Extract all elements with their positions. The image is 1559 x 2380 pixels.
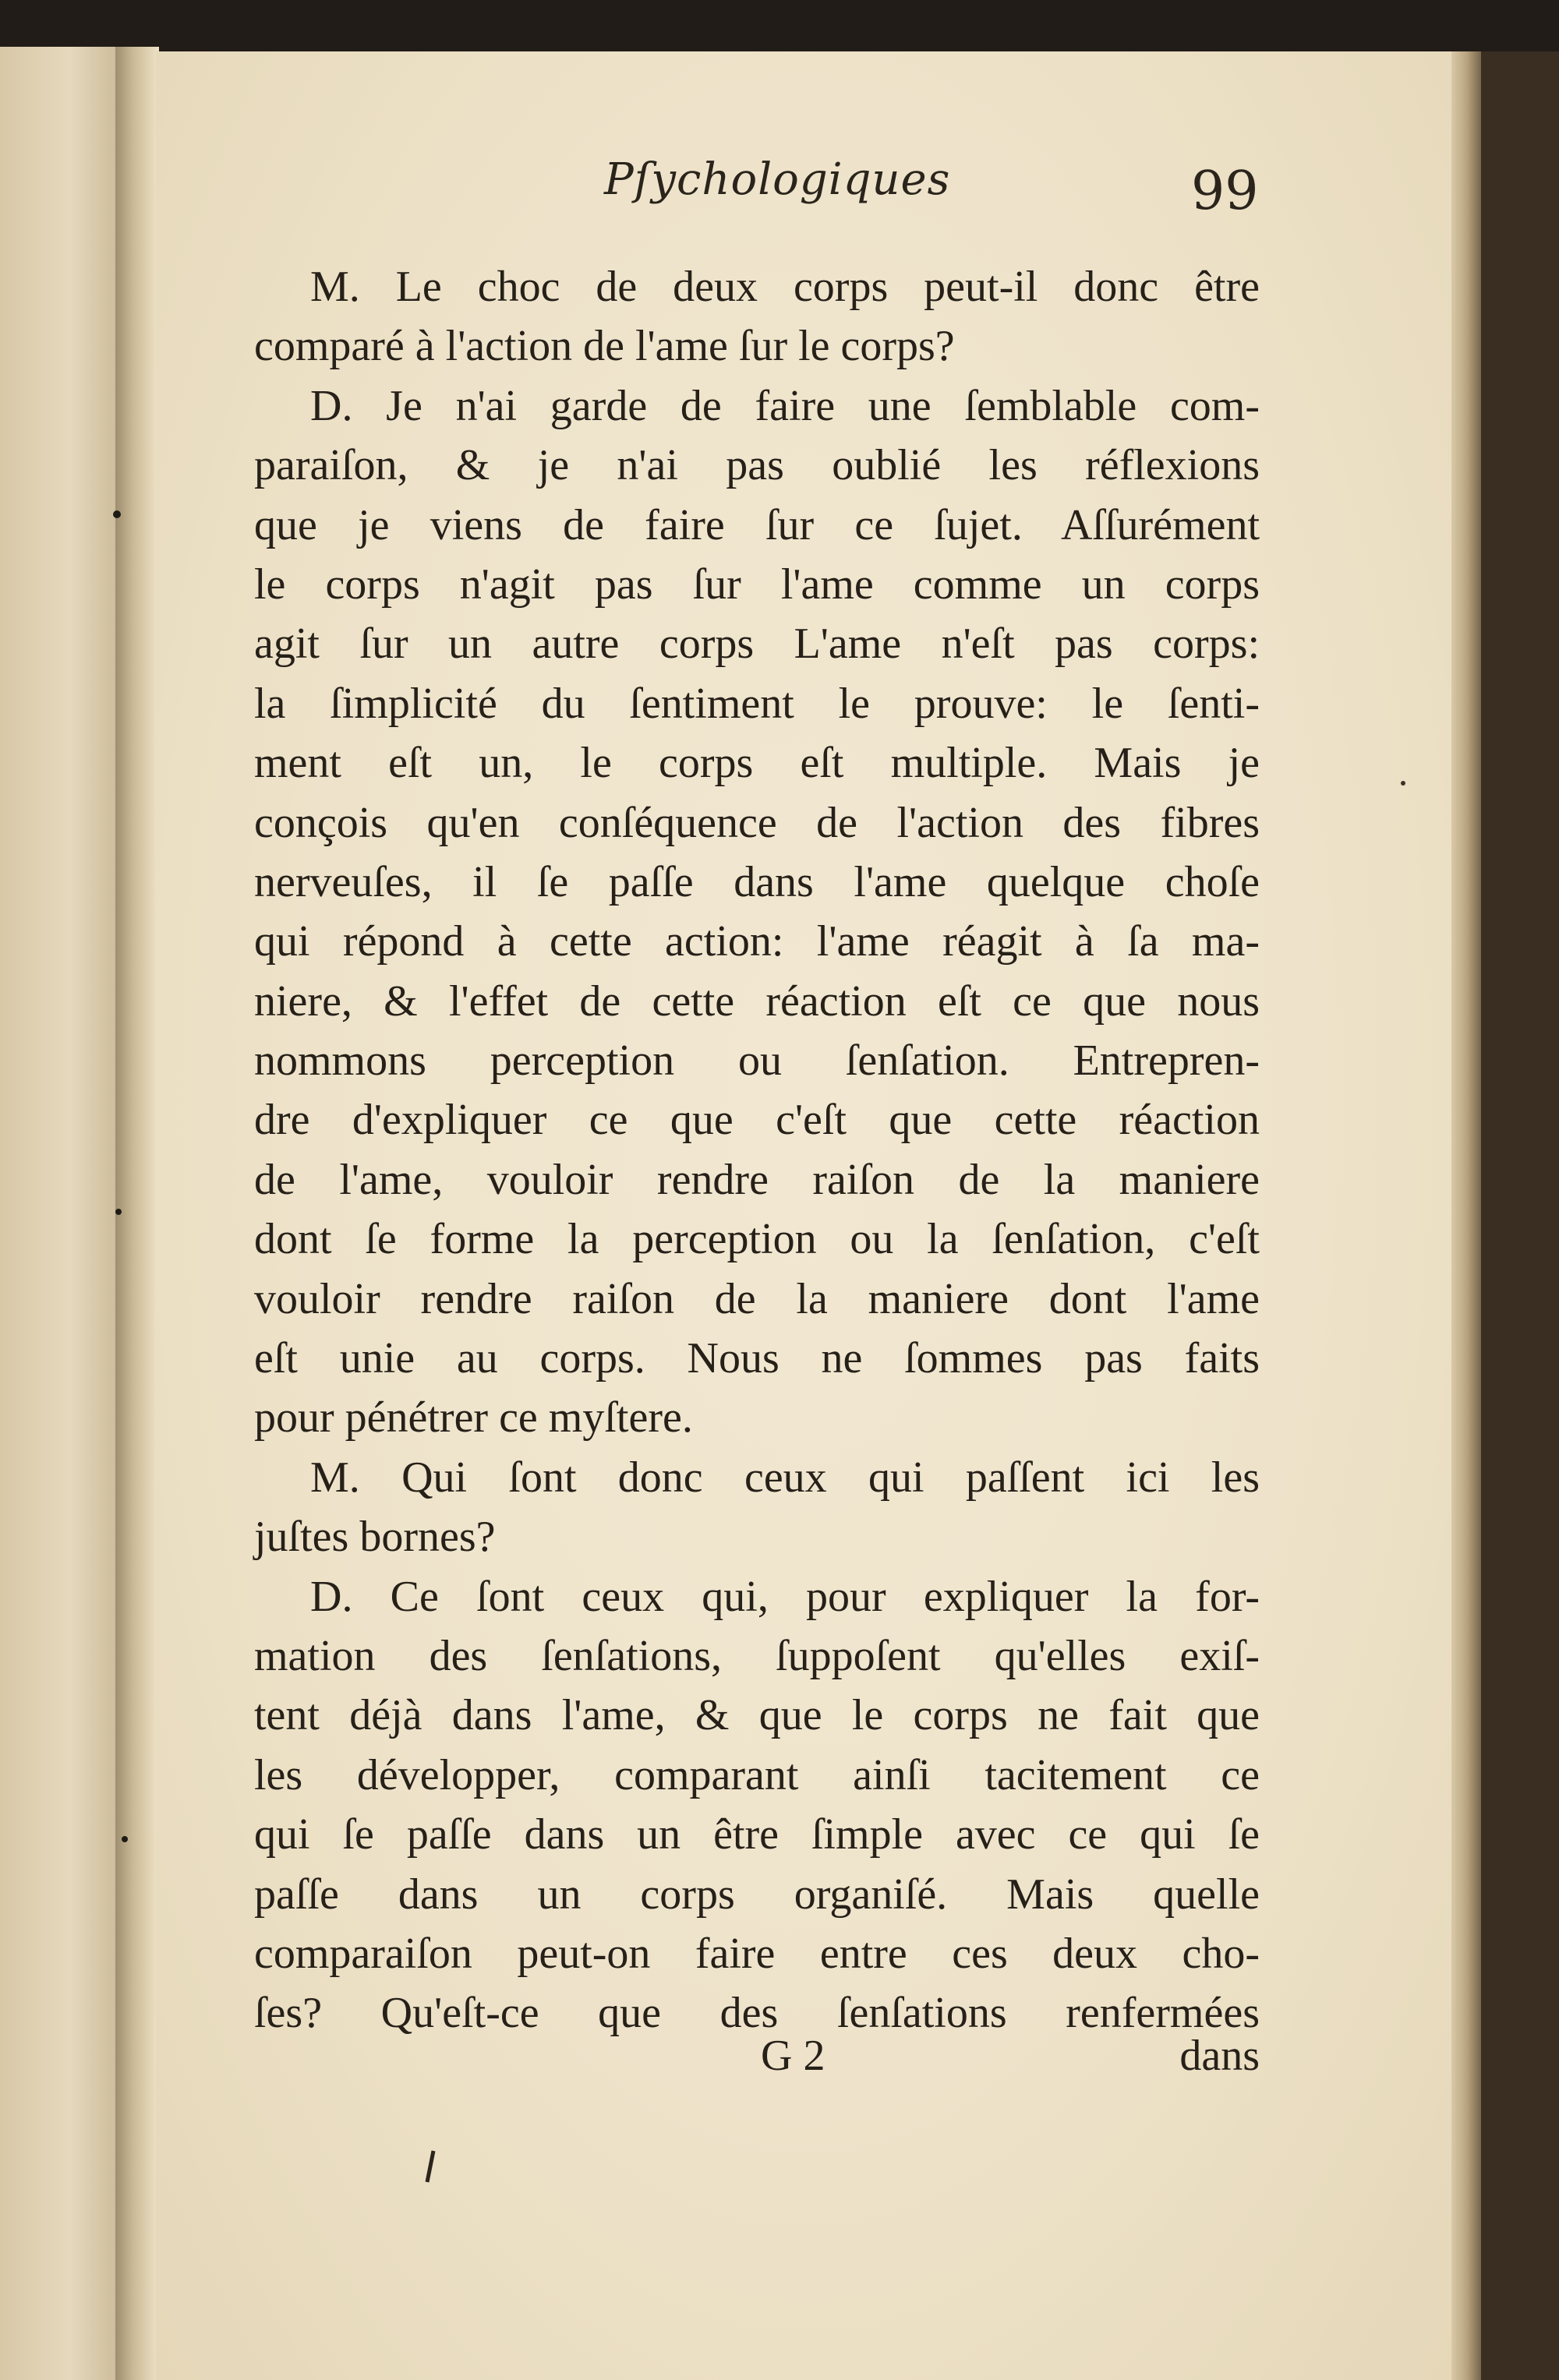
text-line: ment eſt un, le corps eſt multiple. Mais je — [254, 739, 1260, 788]
text-line: juſtes bornes? — [254, 1513, 496, 1562]
text-line: D. Ce ſont ceux qui, pour expliquer la for- — [310, 1572, 1260, 1621]
signature-mark: G 2 — [761, 2032, 825, 2080]
text-line: que je viens de faire ſur ce ſujet. Aſſurément — [254, 500, 1260, 549]
text-line: M. Qui ſont donc ceux qui paſſent ici les — [310, 1453, 1260, 1502]
text-line: tent déjà dans l'ame, & que le corps ne fait que — [254, 1691, 1260, 1740]
text-line: conçois qu'en conſéquence de l'action des fibres — [254, 798, 1260, 847]
page-number: 99 — [1191, 161, 1259, 222]
text-line: nerveuſes, il ſe paſſe dans l'ame quelque choſe — [254, 857, 1260, 906]
facing-page-edge — [0, 47, 117, 2380]
scan-right-border — [1481, 51, 1559, 2380]
running-head-title: Pſychologiques — [604, 154, 951, 205]
text-line: M. Le choc de deux corps peut-il donc être — [310, 263, 1260, 311]
page-fore-edge — [1451, 51, 1483, 2380]
text-line: pour pénétrer ce myſtere. — [254, 1393, 693, 1442]
text-line: de l'ame, vouloir rendre raiſon de la maniere — [254, 1155, 1260, 1204]
scan-top-border — [0, 0, 1559, 56]
text-line: la ſimplicité du ſentiment le prouve: le ſenti- — [254, 679, 1260, 728]
text-line: paraiſon, & je n'ai pas oublié les réflexions — [254, 441, 1260, 490]
text-line: agit ſur un autre corps L'ame n'eſt pas corps: — [254, 620, 1260, 669]
text-line: mation des ſenſations, ſuppoſent qu'elles exiſ- — [254, 1631, 1260, 1680]
text-line: qui répond à cette action: l'ame réagit à ſa ma- — [254, 917, 1260, 966]
text-line: niere, & l'effet de cette réaction eſt ce que nous — [254, 976, 1260, 1026]
text-line: le corps n'agit pas ſur l'ame comme un corps — [254, 560, 1260, 609]
page-footer — [254, 2031, 1260, 2093]
text-line: D. Je n'ai garde de faire une ſemblable com- — [310, 381, 1260, 430]
text-line: vouloir rendre raiſon de la maniere dont l'ame — [254, 1274, 1260, 1323]
book-gutter — [115, 47, 159, 2380]
text-line: comparaiſon peut-on faire entre ces deux cho- — [254, 1929, 1260, 1978]
text-line: ſes? Qu'eſt-ce que des ſenſations renfermées — [254, 1989, 1260, 2038]
body-text — [254, 257, 1260, 2043]
text-line: nommons perception ou ſenſation. Entrepren- — [254, 1036, 1260, 1086]
text-line: dont ſe forme la perception ou la ſenſation, c'eſt — [254, 1215, 1260, 1264]
catchword: dans — [1179, 2032, 1260, 2080]
text-line: comparé à l'action de l'ame ſur le corps? — [254, 322, 955, 371]
text-line: eſt unie au corps. Nous ne ſommes pas faits — [254, 1334, 1260, 1383]
text-line: paſſe dans un corps organiſé. Mais quelle — [254, 1870, 1260, 1919]
text-line: les développer, comparant ainſi tacitement ce — [254, 1750, 1260, 1799]
text-line: dre d'expliquer ce que c'eſt que cette réaction — [254, 1096, 1260, 1145]
text-line: qui ſe paſſe dans un être ſimple avec ce qui ſe — [254, 1810, 1260, 1859]
